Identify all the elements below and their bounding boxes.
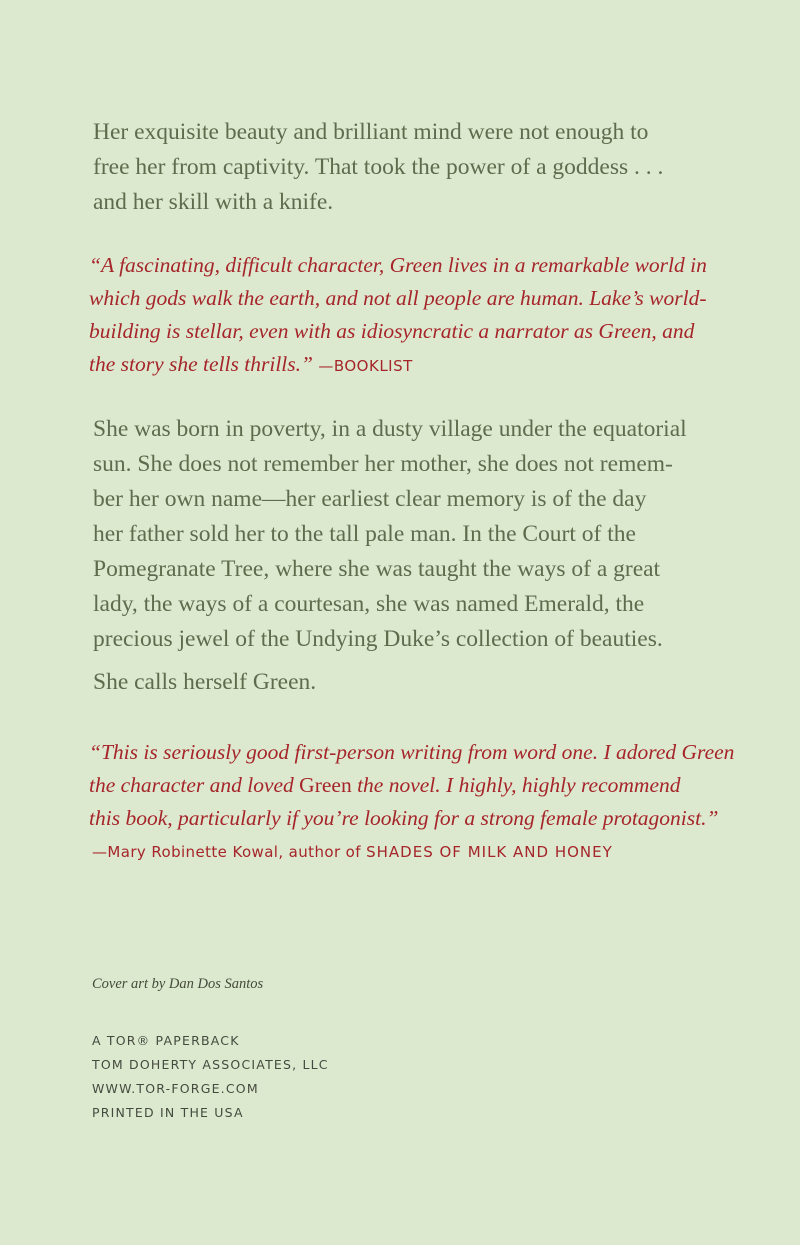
blurb-closing-line: She calls herself Green. (93, 669, 317, 695)
review-quote-kowal (89, 736, 749, 835)
blurb-main-line: her father sold her to the tall pale man. In the Court of the (93, 521, 636, 547)
publisher-line: A TOR® PAPERBACK (92, 1033, 240, 1048)
blurb-main-line: precious jewel of the Undying Duke’s collection of beauties. (93, 626, 663, 652)
blurb-main-line: Pomegranate Tree, where she was taught the ways of a great (93, 556, 661, 582)
blurb-closing (93, 665, 733, 700)
book-title-green: Green (299, 773, 352, 797)
review-quote-booklist (89, 249, 749, 383)
quote-attribution: —BOOKLIST (318, 357, 413, 375)
quote-attribution-kowal (92, 843, 613, 861)
quote-line-last (89, 348, 749, 383)
quote-line: which gods walk the earth, and not all people are human. Lake’s world- (89, 286, 707, 310)
blurb-main-line: lady, the ways of a courtesan, she was named Emerald, the (93, 591, 645, 617)
publisher-line: WWW.TOR-FORGE.COM (92, 1081, 259, 1096)
blurb-intro (93, 115, 733, 220)
blurb-intro-line: free her from captivity. That took the power of a goddess . . . (93, 154, 664, 180)
quote-line: this book, particularly if you’re looking for a strong female protagonist.” (89, 806, 719, 830)
publisher-line: PRINTED IN THE USA (92, 1105, 244, 1120)
attribution-book-title: SHADES OF MILK AND HONEY (366, 843, 613, 861)
quote-line (89, 769, 749, 802)
blurb-intro-line: and her skill with a knife. (93, 189, 334, 215)
cover-art-credit: Cover art by Dan Dos Santos (92, 976, 264, 992)
quote-line: building is stellar, even with as idiosyncratic a narrator as Green, and (89, 319, 695, 343)
blurb-main-line: ber her own name—her earliest clear memory is of the day (93, 486, 647, 512)
publisher-line: TOM DOHERTY ASSOCIATES, LLC (92, 1057, 329, 1072)
blurb-intro-line: Her exquisite beauty and brilliant mind were not enough to (93, 119, 649, 145)
blurb-main-line: sun. She does not remember her mother, she does not remem- (93, 451, 673, 477)
attribution-prefix: —Mary Robinette Kowal, author of (92, 843, 367, 861)
quote-line-text: the story she tells thrills.” (89, 352, 313, 376)
quote-line-part: the novel. I highly, highly recommend (351, 773, 681, 797)
quote-line: “A fascinating, difficult character, Green lives in a remarkable world in (89, 253, 707, 277)
quote-line: “This is seriously good first-person writing from word one. I adored Green (89, 740, 735, 764)
blurb-main-line: She was born in poverty, in a dusty village under the equatorial (93, 416, 687, 442)
quote-line-part: the character and loved (89, 773, 300, 797)
publisher-info (92, 1029, 329, 1125)
blurb-main (93, 412, 733, 657)
